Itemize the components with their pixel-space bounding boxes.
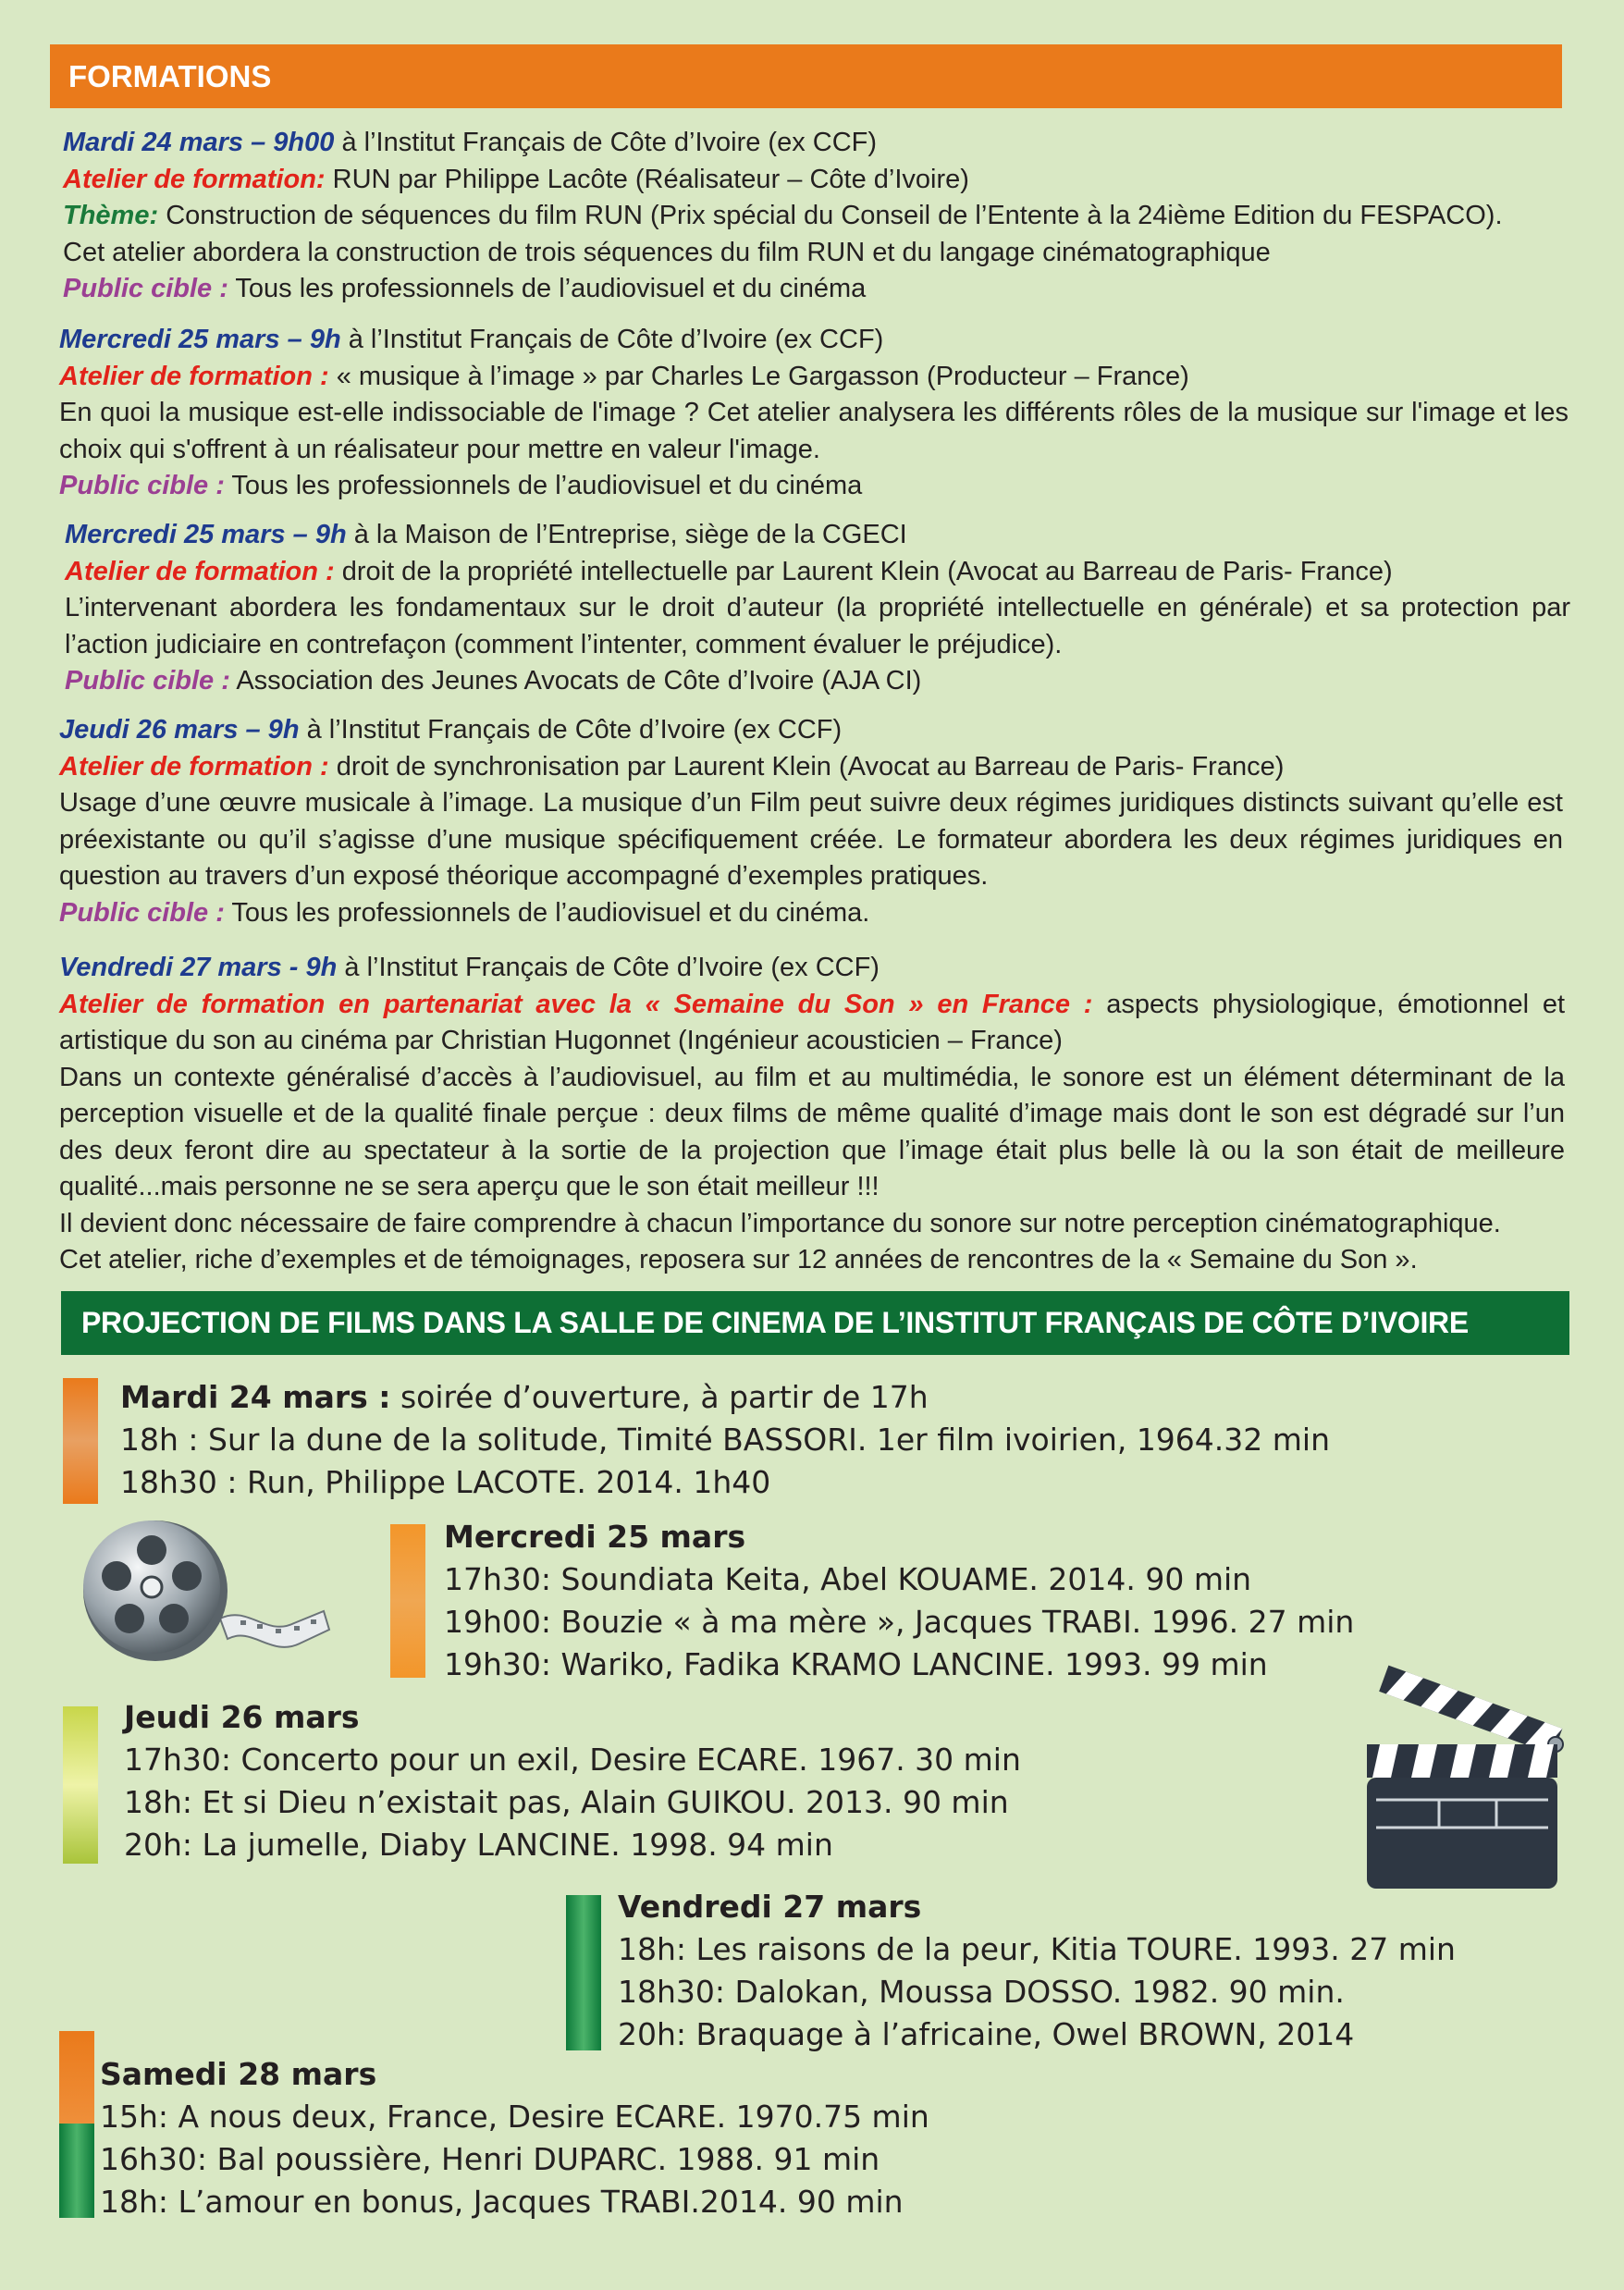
film-item: 20h: La jumelle, Diaby LANCINE. 1998. 94 min (124, 1827, 833, 1863)
formation-session-1 (63, 125, 1561, 308)
day-bar-samedi-orange (59, 2031, 94, 2124)
session-place: à l’Institut Français de Côte d’Ivoire (ex CCF) (334, 128, 878, 157)
day-title: Mardi 24 mars : (120, 1379, 391, 1415)
day-bar-jeudi (63, 1706, 98, 1864)
public-text: Tous les professionnels de l’audiovisuel et du cinéma. (224, 897, 870, 928)
day-bar-samedi-green (59, 2124, 94, 2218)
film-item: 18h: Et si Dieu n’existait pas, Alain GUIKOU. 2013. 90 min (124, 1784, 1009, 1820)
film-item: 19h00: Bouzie « à ma mère », Jacques TRABI. 1996. 27 min (444, 1604, 1355, 1640)
session-place: à l’Institut Français de Côte d’Ivoire (ex CCF) (337, 953, 880, 982)
formation-session-5 (59, 950, 1565, 1279)
film-item: 18h30: Dalokan, Moussa DOSSO. 1982. 90 min. (618, 1974, 1345, 2010)
film-item: 17h30: Concerto pour un exil, Desire ECARE. 1967. 30 min (124, 1742, 1021, 1778)
projection-day-samedi (100, 2053, 929, 2223)
day-title: Samedi 28 mars (100, 2056, 377, 2092)
formation-session-3 (65, 517, 1570, 700)
formation-session-2 (59, 322, 1569, 505)
projection-day-mercredi (444, 1516, 1354, 1686)
atelier-label: Atelier de formation : (59, 361, 329, 391)
session-extra-2: Cet atelier, riche d’exemples et de témoignages, reposera sur 12 années de rencontres de la « Semaine du Son ». (59, 1245, 1418, 1274)
day-title: Vendredi 27 mars (618, 1889, 922, 1925)
session-date: Mercredi 25 mars – 9h (65, 520, 347, 549)
session-date: Jeudi 26 mars – 9h (59, 715, 300, 745)
atelier-text: RUN par Philippe Lacôte (Réalisateur – Côte d’Ivoire) (325, 164, 969, 194)
day-bar-vendredi (566, 1895, 601, 2050)
atelier-label: Atelier de formation: (63, 164, 326, 194)
session-place: à l’Institut Français de Côte d’Ivoire (ex CCF) (340, 325, 884, 354)
atelier-text: droit de synchronisation par Laurent Klein (Avocat au Barreau de Paris- France) (328, 751, 1285, 782)
projection-day-mardi (120, 1376, 1330, 1504)
projection-day-jeudi (124, 1696, 1021, 1866)
day-extra: soirée d’ouverture, à partir de 17h (390, 1379, 929, 1415)
day-title: Mercredi 25 mars (444, 1519, 746, 1555)
atelier-text: aspects physiologique, émotionnel et artistique du son au cinéma par Christian Hugonnet (Ingénieur acousticien – France) (59, 989, 1566, 1055)
session-description: Cet atelier abordera la construction de trois séquences du film RUN et du langage cinématographique (63, 237, 1271, 267)
atelier-text: « musique à l’image » par Charles Le Gargasson (Producteur – France) (328, 361, 1189, 391)
day-bar-mercredi (390, 1524, 425, 1678)
formation-session-4 (59, 712, 1563, 931)
film-item: 18h30 : Run, Philippe LACOTE. 2014. 1h40 (120, 1464, 771, 1500)
projection-day-vendredi (618, 1886, 1456, 2056)
film-item: 18h: L’amour en bonus, Jacques TRABI.2014. 90 min (100, 2184, 904, 2220)
session-date: Mercredi 25 mars – 9h (59, 325, 341, 354)
public-text: Tous les professionnels de l’audiovisuel et du cinéma (228, 274, 867, 303)
projection-banner: PROJECTION DE FILMS DANS LA SALLE DE CINEMA DE L’INSTITUT FRANÇAIS DE CÔTE D’IVOIRE (61, 1291, 1569, 1355)
atelier-label: Atelier de formation : (65, 556, 335, 586)
film-item: 19h30: Wariko, Fadika KRAMO LANCINE. 1993. 99 min (444, 1646, 1268, 1682)
session-place: à la Maison de l’Entreprise, siège de la CGECI (346, 520, 907, 549)
session-date: Mardi 24 mars – 9h00 (63, 128, 335, 157)
film-item: 20h: Braquage à l’africaine, Owel BROWN, 2014 (618, 2016, 1355, 2052)
public-label: Public cible : (63, 274, 228, 303)
session-description: En quoi la musique est-elle indissociable de l'image ? Cet atelier analysera les différents rôles de la musique sur l'image et les choix qui s'offrent à un réalisateur pour mettre en valeur l'image. (59, 398, 1569, 464)
session-date: Vendredi 27 mars - 9h (59, 953, 338, 982)
public-label: Public cible : (59, 471, 225, 500)
film-item: 17h30: Soundiata Keita, Abel KOUAME. 2014. 90 min (444, 1561, 1252, 1597)
film-item: 18h: Les raisons de la peur, Kitia TOURE. 1993. 27 min (618, 1931, 1456, 1967)
film-item: 15h: A nous deux, France, Desire ECARE. 1970.75 min (100, 2099, 929, 2135)
theme-label: Thème: (63, 201, 159, 230)
film-reel-icon (81, 1517, 336, 1665)
atelier-label: Atelier de formation : (59, 751, 329, 782)
session-extra-1: Il devient donc nécessaire de faire comprendre à chacun l’importance du sonore sur notre perception cinématographique. (59, 1208, 1501, 1238)
day-bar-mardi (63, 1378, 98, 1504)
film-item: 18h : Sur la dune de la solitude, Timité BASSORI. 1er film ivoirien, 1964.32 min (120, 1422, 1330, 1458)
clapperboard-icon (1367, 1656, 1570, 1891)
public-label: Public cible : (65, 666, 230, 696)
public-text: Tous les professionnels de l’audiovisuel et du cinéma (224, 471, 863, 500)
session-description: L’intervenant abordera les fondamentaux sur le droit d’auteur (la propriété intellectuelle en générale) et sa protection par l’action judiciaire en contrefaçon (comment l’intenter, comment évaluer le préjudice). (65, 593, 1570, 659)
session-place: à l’Institut Français de Côte d’Ivoire (ex CCF) (299, 715, 843, 745)
session-description: Usage d’une œuvre musicale à l’image. La musique d’un Film peut suivre deux régimes juridiques distincts suivant qu’elle est préexistante ou qu’il s’agisse d’une musique spécifiquement créée. Le formateur abordera les deux régimes juridiques en question au travers d’un exposé théorique accompagné d’exemples pratiques. (59, 788, 1563, 891)
atelier-text: droit de la propriété intellectuelle par Laurent Klein (Avocat au Barreau de Paris- France) (334, 556, 1393, 586)
session-description: Dans un contexte généralisé d’accès à l’audiovisuel, au film et au multimédia, le sonore est un élément déterminant de la perception visuelle et de la qualité finale perçue : deux films de même qualité d’image mais dont le son est dégradé sur l’un des deux feront dire au spectateur à la sortie de la projection que l’image était plus belle là ou la son était de meilleure qualité...mais personne ne se sera aperçu que le son était meilleur !!! (59, 1062, 1565, 1201)
public-label: Public cible : (59, 897, 225, 928)
atelier-label: Atelier de formation en partenariat avec la « Semaine du Son » en France : (59, 989, 1093, 1019)
public-text: Association des Jeunes Avocats de Côte d’Ivoire (AJA CI) (229, 666, 922, 696)
theme-text: Construction de séquences du film RUN (Prix spécial du Conseil de l’Entente à la 24ième Edition du FESPACO). (158, 201, 1503, 230)
day-title: Jeudi 26 mars (124, 1699, 360, 1735)
formations-banner: FORMATIONS (50, 44, 1562, 108)
film-item: 16h30: Bal poussière, Henri DUPARC. 1988. 91 min (100, 2141, 880, 2177)
